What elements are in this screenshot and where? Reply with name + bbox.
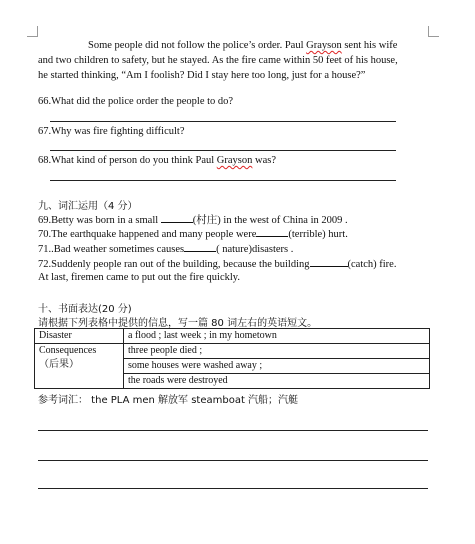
answer-line-66[interactable] (50, 121, 396, 122)
name-grayson: Grayson (306, 40, 342, 51)
blank-69[interactable] (161, 213, 193, 223)
reading-passage (38, 38, 430, 83)
question-67: 67.Why was fire fighting difficult? (38, 126, 185, 137)
section-10-heading: 十、书面表达(20 分) (38, 304, 132, 315)
table-row (35, 344, 430, 389)
item-72-continued: At last, firemen came to put out the fire quickly. (38, 272, 240, 283)
table-cell-value: a flood ; last week ; in my hometown (124, 329, 430, 344)
section-9-heading: 九、词汇运用（4 分） (38, 201, 138, 212)
blank-71[interactable] (184, 242, 216, 252)
writing-instruction: 请根据下列表格中提供的信息，写一篇 80 词左右的英语短文。 (38, 318, 318, 329)
item-70: 70.The earthquake happened and many people were (terrible) hurt. (38, 229, 348, 240)
table-row (35, 329, 430, 344)
passage-line-3: he started thinking, “Am I foolish? Did I stay here too long, just for a house?” (38, 70, 366, 81)
page-corner-mark-top-right (428, 26, 439, 37)
table-cell-value: three people died ; some houses were washed away ; the roads were destroyed (124, 344, 430, 389)
writing-line-2[interactable] (38, 460, 428, 461)
name-grayson: Grayson (216, 155, 253, 166)
item-72: 72.Suddenly people ran out of the building, because the building (catch) fire. (38, 259, 397, 270)
passage-line-1: Some people did not follow the police’s order. Paul Grayson sent his wife (88, 40, 398, 51)
table-cell-label: Disaster (35, 329, 124, 344)
passage-line-2: and two children to safety, but he stayed. As the fire came within 50 feet of his house, (38, 55, 398, 66)
item-69: 69.Betty was born in a small (村庄) in the west of China in 2009 . (38, 215, 348, 226)
question-66: 66.What did the police order the people to do? (38, 96, 234, 107)
info-table (34, 328, 430, 389)
reference-vocabulary: 参考词汇： the PLA men 解放军 steamboat 汽船；汽艇 (38, 395, 299, 406)
answer-line-67[interactable] (50, 150, 396, 151)
blank-72[interactable] (310, 257, 348, 267)
page-corner-mark-top-left (27, 26, 38, 37)
writing-line-3[interactable] (38, 488, 428, 489)
blank-70[interactable] (256, 227, 288, 237)
answer-line-68[interactable] (50, 180, 396, 181)
writing-line-1[interactable] (38, 430, 428, 431)
question-68: 68.What kind of person do you think Paul Grayson was? (38, 155, 276, 166)
table-cell-label: Consequences （后果） (35, 344, 124, 389)
item-71: 71..Bad weather sometimes causes ( nature)disasters . (38, 244, 294, 255)
